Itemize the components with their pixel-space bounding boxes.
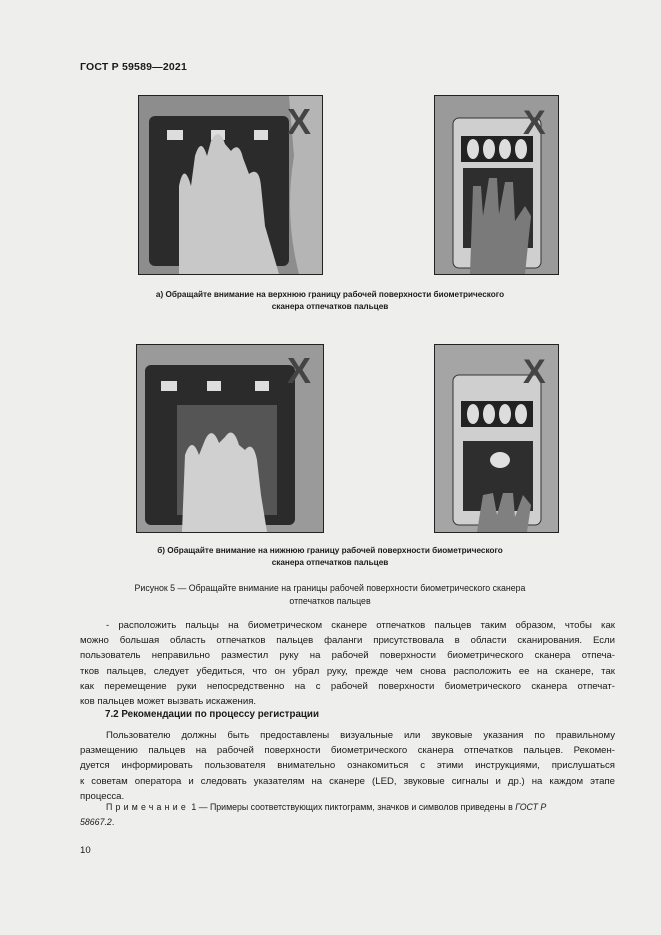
note-label: Примечание [106, 802, 189, 812]
text-line: ков пальцев может вызвать искажения. [80, 696, 257, 708]
note-end: . [111, 817, 115, 827]
figure-caption-line2: отпечатков пальцев [289, 596, 371, 606]
x-mark-icon: X [287, 350, 312, 391]
caption-b-line2: сканера отпечатков пальцев [271, 558, 389, 567]
section-title: 7.2 Рекомендации по процессу регистрации [105, 709, 319, 720]
note [80, 800, 615, 830]
caption-b-line1: б) Обращайте внимание на нижнюю границу рабочей поверхности биометрического [157, 546, 503, 555]
caption-a [90, 289, 570, 313]
text-line: как перемещение руки непосредственно на с рабочей поверхности биометрического сканера отпечат- [80, 680, 615, 692]
text-line: процесса. [80, 790, 125, 802]
note-reference: ГОСТ Р [515, 802, 547, 812]
x-mark-icon: X [523, 353, 546, 391]
hand-scanner-image [137, 345, 323, 532]
text-line: пользователь неправильно разместил руку на рабочей поверхности биометрического сканера отпеча- [80, 650, 615, 662]
photo-scanner-bottom-boundary [434, 344, 559, 533]
hand-scanner-image [139, 96, 322, 274]
figure-caption-line1: Рисунок 5 — Обращайте внимание на границы рабочей поверхности биометрического сканера [134, 583, 526, 593]
figure-caption [90, 582, 570, 608]
scanner-image [435, 96, 558, 274]
text-line: дуется информировать пользователя внимательно ознакомиться с этими инструкциями, прислушаться [80, 760, 615, 772]
text-line: Пользователю должны быть предоставлены визуальные или звуковые указания по правильному [106, 730, 615, 741]
caption-a-line1: а) Обращайте внимание на верхнюю границу рабочей поверхности биометрического [155, 290, 505, 299]
x-mark-icon: X [523, 104, 546, 142]
text-line: - расположить пальцы на биометрическом сканере отпечатков пальцев таким образом, чтобы как [106, 620, 615, 631]
text-line: размещению пальцев на рабочей поверхности биометрического сканера отпечатков пальцев. Рекомен- [80, 745, 615, 757]
text-line: можно большая область отпечатков пальцев фаланги присутствовала в области сканирования. Если [80, 635, 615, 647]
photo-hand-top-boundary [138, 95, 323, 275]
scanner-image [435, 345, 558, 532]
photo-scanner-top-boundary [434, 95, 559, 275]
photo-hand-bottom-boundary [136, 344, 324, 533]
standard-header: ГОСТ Р 59589—2021 [80, 61, 188, 73]
text-line: к советам оператора и следовать указателям на сканере (LED, звуковые сигналы и др.) на каждом этапе [80, 775, 615, 787]
text-line: тков пальцев, следует убедиться, что он убрал руку, прежде чем снова расположить ее на сканере, так [80, 665, 615, 677]
page-number: 10 [80, 845, 91, 856]
note-reference: 58667.2 [80, 817, 112, 827]
x-mark-icon: X [287, 101, 312, 142]
recommendations-paragraph [80, 728, 615, 804]
note-text: 1 — Примеры соответствующих пиктограмм, значков и символов приведены в [188, 802, 516, 812]
caption-a-line2: сканера отпечатков пальцев [271, 302, 389, 311]
caption-b [90, 545, 570, 569]
bullet-paragraph [80, 618, 615, 709]
